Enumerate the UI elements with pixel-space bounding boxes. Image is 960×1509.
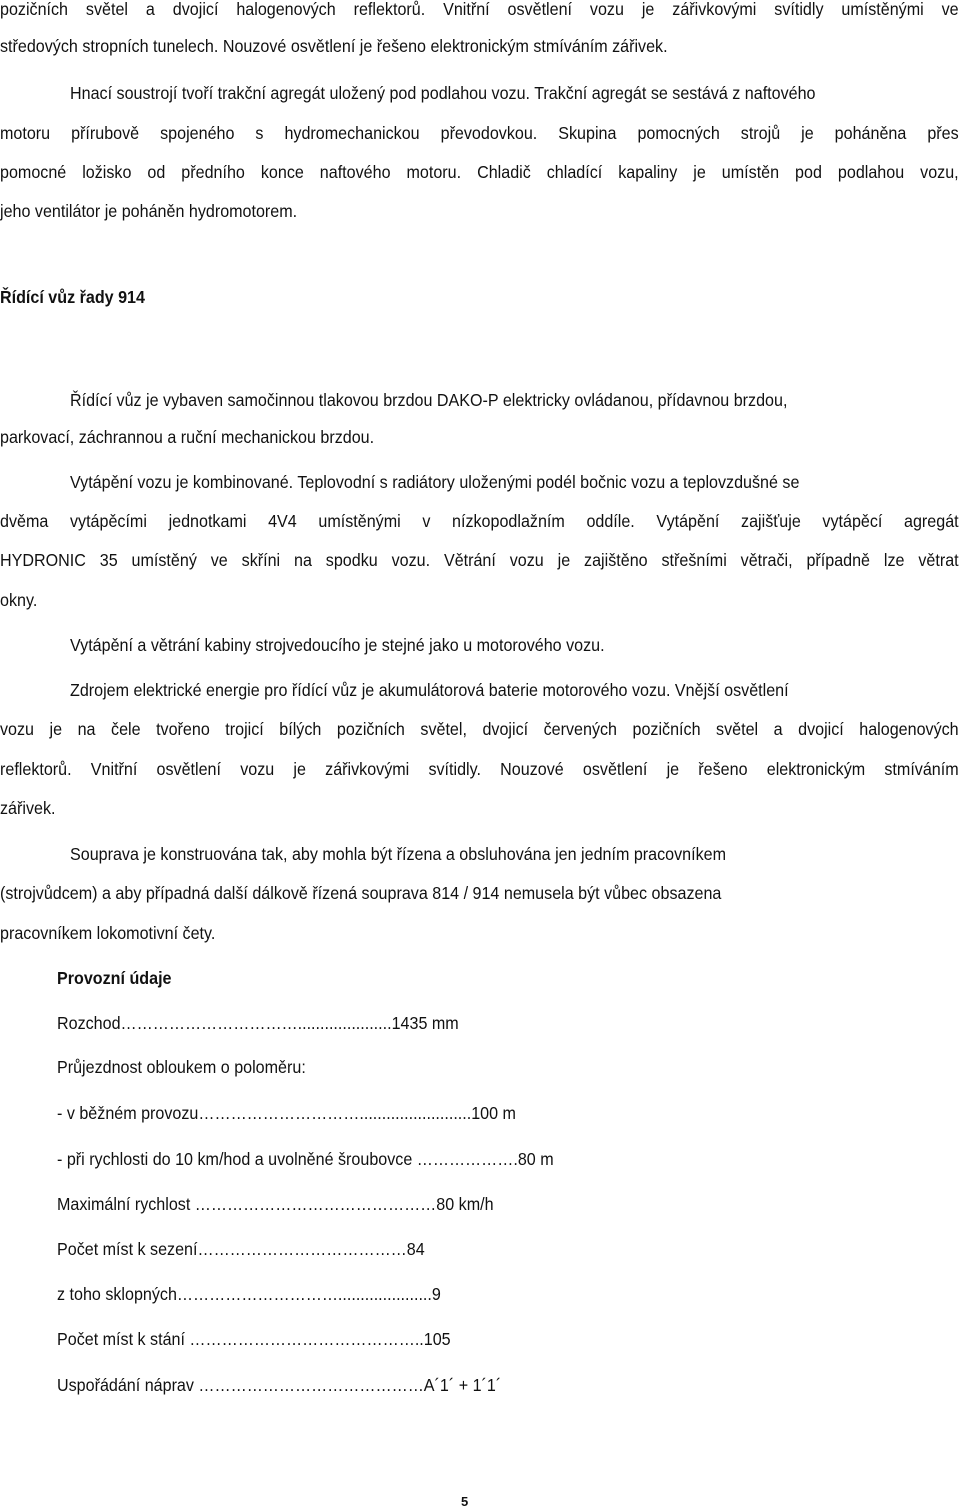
paragraph-energy-line-3: reflektorů. Vnitřní osvětlení vozu je zářivkovými svítidly. Nouzové osvětlení je řešeno elektronickým stmíváním bbox=[0, 759, 959, 779]
paragraph-energy-line-2: vozu je na čele tvořeno trojicí bílých pozičních světel, dvojicí červených pozičních světel a dvojicí halogenových bbox=[0, 719, 959, 739]
paragraph-drive-line-2: motoru přírubově spojeného s hydromechanickou převodovkou. Skupina pomocných strojů je poháněna přes bbox=[0, 123, 959, 143]
paragraph-cab: Vytápění a větrání kabiny strojvedoucího je stejné jako u motorového vozu. bbox=[70, 635, 605, 655]
paragraph-drive-line-1: Hnací soustrojí tvoří trakční agregát uložený pod podlahou vozu. Trakční agregát se sestává z naftového bbox=[70, 83, 816, 103]
paragraph-energy-line-1: Zdrojem elektrické energie pro řídící vůz je akumulátorová baterie motorového vozu. Vnější osvětlení bbox=[70, 680, 789, 700]
paragraph-heating-line-1: Vytápění vozu je kombinované. Teplovodní s radiátory uloženými podél bočnic vozu a teplovzdušné se bbox=[70, 472, 800, 492]
spec-standing: Počet míst k stání ……………………………………..105 bbox=[57, 1329, 451, 1349]
paragraph-top-line-2: středových stropních tunelech. Nouzové osvětlení je řešeno elektronickým stmíváním zářivek. bbox=[0, 36, 668, 56]
spec-folding-seats: z toho sklopných………………………….....................9 bbox=[57, 1284, 441, 1304]
section-heading-914: Řídící vůz řady 914 bbox=[0, 287, 145, 307]
paragraph-train-line-1: Souprava je konstruována tak, aby mohla být řízena a obsluhována jen jedním pracovníkem bbox=[70, 844, 727, 864]
spec-axle-arrangement: Uspořádání náprav ……………………………………A´1´ + 1´1´ bbox=[57, 1375, 502, 1395]
paragraph-drive-line-3: pomocné ložisko od předního konce naftového motoru. Chladič chladící kapaliny je umístěn pod podlahou vozu, bbox=[0, 162, 959, 182]
paragraph-energy-line-4: zářivek. bbox=[0, 798, 56, 818]
section-heading-operational: Provozní údaje bbox=[57, 968, 172, 988]
spec-curve-normal: - v běžném provozu………………………….........................100 m bbox=[57, 1103, 516, 1123]
spec-curve-title: Průjezdnost obloukem o poloměru: bbox=[57, 1057, 306, 1077]
paragraph-top-line-1: pozičních světel a dvojicí halogenových reflektorů. Vnitřní osvětlení vozu je zářivkovými svítidly umístěnými ve bbox=[0, 0, 959, 19]
paragraph-heating-line-2: dvěma vytápěcími jednotkami 4V4 umístěnými v nízkopodlažním oddíle. Vytápění zajišťuje vytápěcí agregát bbox=[0, 511, 959, 531]
page-number: 5 bbox=[461, 1494, 469, 1509]
paragraph-train-line-2: (strojvůdcem) a aby případná další dálkově řízená souprava 814 / 914 nemusela být vůbec obsazena bbox=[0, 883, 722, 903]
paragraph-brakes-line-1: Řídící vůz je vybaven samočinnou tlakovou brzdou DAKO-P elektricky ovládanou, přídavnou brzdou, bbox=[70, 390, 788, 410]
paragraph-heating-line-3: HYDRONIC 35 umístěný ve skříni na spodku vozu. Větrání vozu je zajištěno střešními větrači, případně lze větrat bbox=[0, 550, 959, 570]
paragraph-train-line-3: pracovníkem lokomotivní čety. bbox=[0, 923, 216, 943]
spec-seats: Počet míst k sezení…………………………………84 bbox=[57, 1239, 425, 1259]
spec-max-speed: Maximální rychlost ………………………………………80 km/h bbox=[57, 1194, 494, 1214]
paragraph-drive-line-4: jeho ventilátor je poháněn hydromotorem. bbox=[0, 201, 298, 221]
paragraph-heating-line-4: okny. bbox=[0, 590, 38, 610]
paragraph-brakes-line-2: parkovací, záchrannou a ruční mechanickou brzdou. bbox=[0, 427, 375, 447]
spec-gauge: Rozchod…………………………….....................1435 mm bbox=[57, 1013, 459, 1033]
spec-curve-slow: - při rychlosti do 10 km/hod a uvolněné šroubovce ……………….80 m bbox=[57, 1149, 554, 1169]
